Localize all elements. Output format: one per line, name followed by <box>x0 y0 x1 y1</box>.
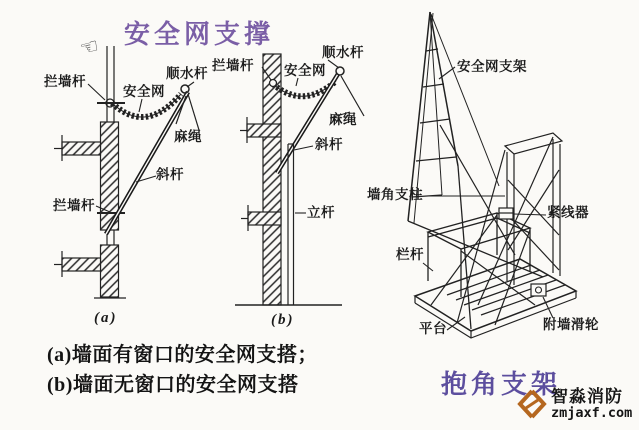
page-title: 安全网支撑 <box>124 20 275 49</box>
c-label-corner-column: 墙角支柱 <box>367 187 423 202</box>
watermark-diamond-logo <box>517 388 547 420</box>
a-label-diagonal-pole: 斜杆 <box>156 167 184 182</box>
watermark <box>517 388 632 420</box>
c-label-wire-tensioner: 紧线器 <box>547 205 589 220</box>
c-label-railing: 栏杆 <box>396 247 424 262</box>
a-label-wall-bar-bottom: 拦墙杆 <box>53 198 95 213</box>
b-label-upright-pole: 立杆 <box>307 205 335 220</box>
a-label-safety-net: 安全网 <box>123 84 165 99</box>
watermark-domain: zmjaxf.com <box>551 404 633 421</box>
a-floor-slab-upper <box>54 135 101 161</box>
b-figure-label: (b) <box>271 312 295 328</box>
b-label-safety-net: 安全网 <box>284 63 326 78</box>
b-label-hemp-rope: 麻绳 <box>329 112 357 127</box>
b-label-wall-bar: 拦墙杆 <box>212 58 254 73</box>
a-label-hemp-rope: 麻绳 <box>174 129 202 144</box>
c-label-platform: 平台 <box>419 321 447 336</box>
hand-cursor-icon: ☜ <box>77 33 102 61</box>
watermark-brand: 智淼消防 <box>551 387 623 406</box>
b-label-diagonal-pole: 斜杆 <box>315 137 343 152</box>
a-label-wall-bar-top: 拦墙杆 <box>44 74 86 89</box>
b-wall-hatched <box>263 54 281 305</box>
c-label-net-frame: 安全网支架 <box>457 59 527 74</box>
c-diagonal-braces <box>408 125 553 329</box>
b-shunshui-pole-end <box>336 67 344 75</box>
c-wire-tensioner <box>499 208 513 219</box>
caption-a: (a)墙面有窗口的安全网支搭； <box>47 344 318 366</box>
a-label-shunshui-pole: 顺水杆 <box>166 66 208 81</box>
diagram-a-drawing <box>0 40 220 345</box>
c-label-wall-pulley: 附墙滑轮 <box>543 317 599 332</box>
c-wall-pulley <box>531 284 546 296</box>
b-upright-pole <box>288 144 294 305</box>
b-hemp-rope <box>341 76 364 116</box>
b-wall-bar-ring <box>270 80 277 87</box>
corner-bracket-title: 抱角支架 <box>441 370 562 399</box>
b-label-shunshui-pole: 顺水杆 <box>322 45 364 60</box>
caption-b: (b)墙面无窗口的安全网支搭 <box>47 374 299 396</box>
a-floor-slab-lower <box>54 251 101 277</box>
a-figure-label: (a) <box>94 310 118 326</box>
